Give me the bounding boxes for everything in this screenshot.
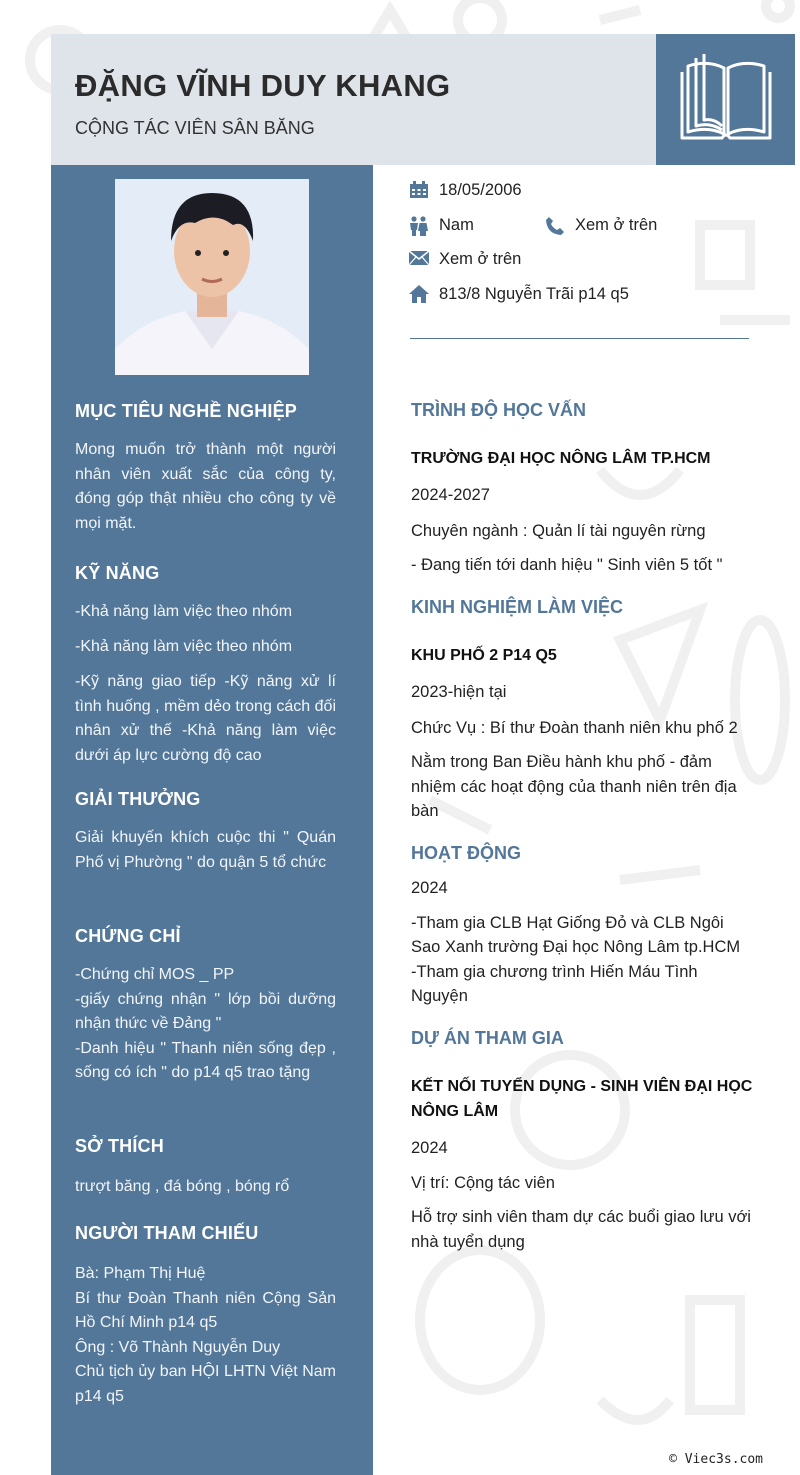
education-period: 2024-2027 — [411, 486, 490, 504]
section-title: CHỨNG CHỈ — [75, 926, 181, 946]
section-title: MỤC TIÊU NGHỀ NGHIỆP — [75, 401, 298, 421]
header-banner — [51, 34, 656, 165]
footer-credit: © Viec3s.com — [669, 1452, 763, 1467]
section-title: GIẢI THƯỞNG — [75, 789, 201, 809]
experience-desc: Nằm trong Ban Điều hành khu phố - đảm nhiệm các hoạt động của thanh niên trên địa bàn — [411, 753, 737, 820]
experience-role: Chức Vụ : Bí thư Đoàn thanh niên khu phố 2 — [411, 718, 738, 737]
education-note: - Đang tiến tới danh hiệu " Sinh viên 5 tốt " — [411, 556, 723, 574]
reference-item: Bí thư Đoàn Thanh niên Cộng Sản Hồ Chí Minh p14 q5 — [75, 1289, 336, 1331]
section-title: NGƯỜI THAM CHIẾU — [75, 1223, 259, 1243]
award-text: Giải khuyến khích cuộc thi " Quán Phố vị Phường " do quận 5 tổ chức — [75, 829, 336, 871]
skill-item: -Khả năng làm việc theo nhóm — [75, 603, 293, 620]
certificates-section — [75, 926, 336, 1086]
certificate-item: -Chứng chỉ MOS _ PP — [75, 966, 235, 983]
hobbies-section — [75, 1136, 336, 1200]
email-value: Xem ở trên — [439, 250, 522, 268]
activity-item: -Tham gia CLB Hạt Giống Đỏ và CLB Ngôi Sao Xanh trường Đại học Nông Lâm tp.HCM — [411, 913, 741, 956]
education-section — [411, 400, 756, 578]
address-value: 813/8 Nguyễn Trãi p14 q5 — [439, 285, 629, 303]
open-book-icon — [678, 52, 774, 144]
envelope-icon — [409, 250, 429, 266]
projects-section — [411, 1028, 756, 1254]
job-title: CỘNG TÁC VIÊN SÂN BĂNG — [75, 118, 315, 138]
project-role: Vị trí: Cộng tác viên — [411, 1173, 555, 1192]
reference-item: Bà: Phạm Thị Huệ — [75, 1265, 206, 1282]
hobbies-text: trượt băng , đá bóng , bóng rổ — [75, 1178, 290, 1195]
gender-value: Nam — [439, 216, 474, 234]
people-icon — [409, 216, 429, 236]
section-title: KINH NGHIỆM LÀM VIỆC — [411, 597, 624, 617]
skills-section — [75, 563, 336, 768]
birthday-value: 18/05/2006 — [439, 181, 522, 199]
sidebar — [51, 165, 373, 1475]
section-title: KỸ NĂNG — [75, 563, 160, 583]
references-section — [75, 1223, 336, 1409]
profile-photo — [115, 179, 309, 375]
activities-year: 2024 — [411, 879, 448, 897]
phone-icon — [545, 216, 565, 236]
logo-box — [656, 34, 795, 165]
school-name: TRƯỜNG ĐẠI HỌC NÔNG LÂM TP.HCM — [411, 450, 711, 467]
activity-item: -Tham gia chương trình Hiến Máu Tình Nguyện — [411, 962, 698, 1005]
project-year: 2024 — [411, 1139, 448, 1157]
section-title: TRÌNH ĐỘ HỌC VẤN — [411, 400, 586, 420]
section-title: HOẠT ĐỘNG — [411, 843, 521, 863]
experience-org: KHU PHỐ 2 P14 Q5 — [411, 647, 557, 664]
experience-section — [411, 597, 756, 824]
section-title: DỰ ÁN THAM GIA — [411, 1028, 564, 1048]
reference-item: Ông : Võ Thành Nguyễn Duy — [75, 1338, 281, 1356]
activities-section — [411, 843, 756, 1009]
section-title: SỞ THÍCH — [75, 1136, 164, 1156]
experience-period: 2023-hiện tại — [411, 683, 507, 701]
calendar-icon — [409, 181, 429, 199]
home-icon — [409, 285, 429, 303]
reference-item: Chủ tịch ủy ban HỘI LHTN Việt Nam p14 q5 — [75, 1363, 336, 1405]
skill-item: -Kỹ năng giao tiếp -Kỹ năng xử lí tình huống , mềm dẻo trong cách đối nhân xử thế -Khả năng làm việc dưới áp lực cường độ cao — [75, 673, 336, 764]
certificate-item: -giấy chứng nhận " lớp bồi dưỡng nhận thức về Đảng " — [75, 990, 336, 1032]
objective-section — [75, 401, 336, 536]
certificate-item: -Danh hiệu " Thanh niên sống đẹp , sống có ích " do p14 q5 trao tặng — [75, 1039, 336, 1081]
candidate-name: ĐẶNG VĨNH DUY KHANG — [75, 68, 451, 103]
contact-divider — [410, 338, 749, 339]
awards-section — [75, 789, 336, 875]
objective-text: Mong muốn trở thành một người nhân viên xuất sắc của công ty, đóng góp thật nhiều cho công ty về mọi mặt. — [75, 441, 336, 532]
project-name: KẾT NỐI TUYỂN DỤNG - SINH VIÊN ĐẠI HỌC NÔNG LÂM — [411, 1078, 753, 1120]
skill-item: -Khả năng làm việc theo nhóm — [75, 638, 293, 655]
phone-value: Xem ở trên — [575, 216, 658, 234]
project-desc: Hỗ trợ sinh viên tham dự các buổi giao lưu với nhà tuyển dụng — [411, 1208, 751, 1251]
education-major: Chuyên ngành : Quản lí tài nguyên rừng — [411, 521, 706, 540]
